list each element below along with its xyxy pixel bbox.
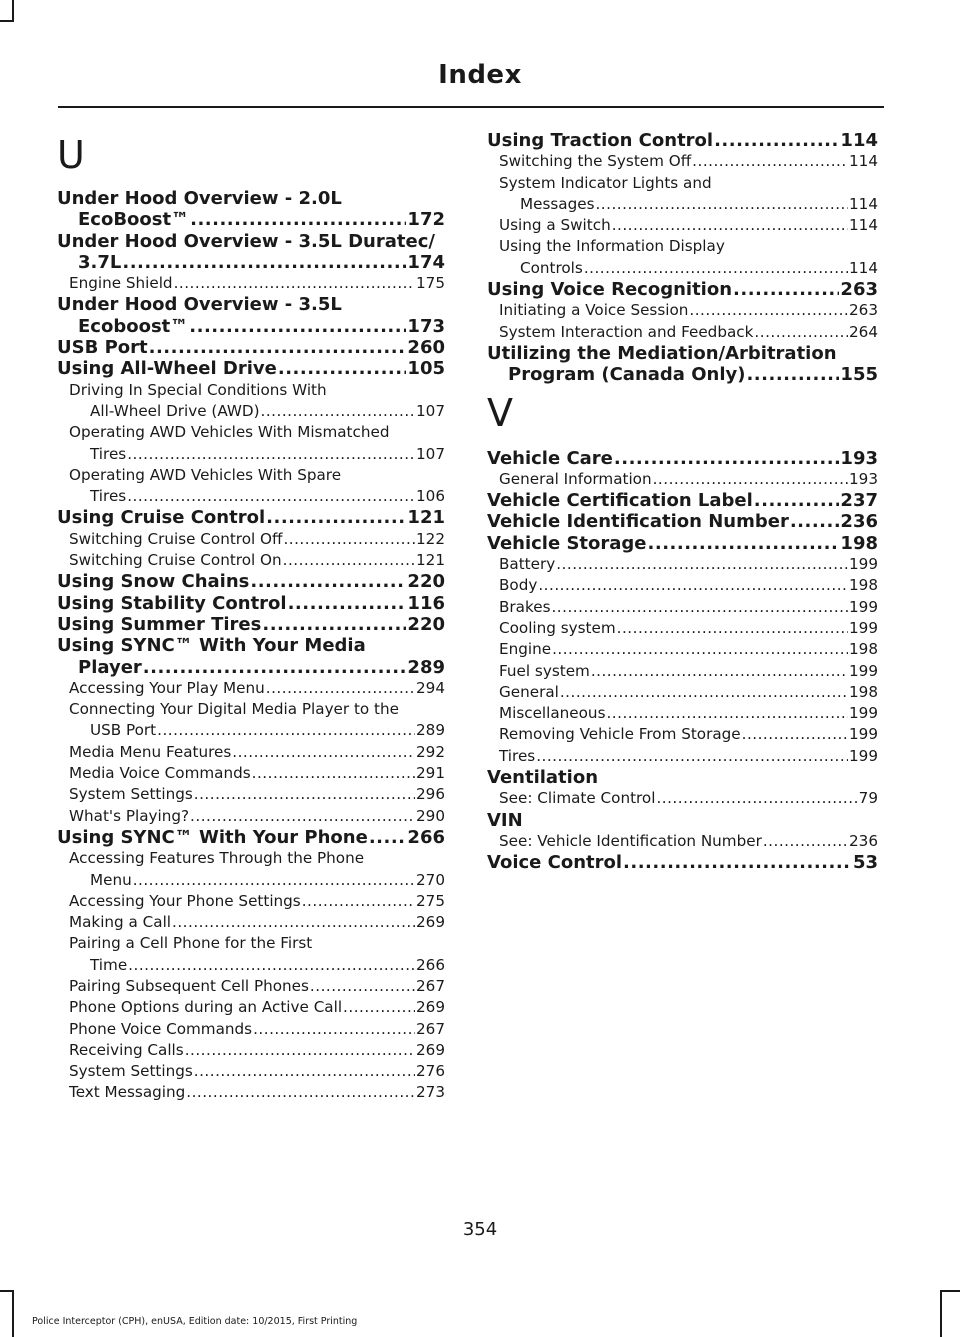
entry-page-number: 114 [849, 152, 878, 171]
index-subentry [57, 806, 445, 827]
dot-leader [742, 724, 848, 745]
entry-text: Under Hood Overview - 2.0L [57, 188, 342, 209]
entry-text: Media Menu Features [69, 742, 232, 761]
dot-leader [612, 215, 848, 236]
index-subentry [57, 699, 445, 742]
dot-leader [714, 130, 839, 151]
index-entry [57, 507, 445, 528]
dot-leader [266, 507, 406, 528]
dot-leader [623, 852, 852, 873]
index-entry [487, 490, 878, 511]
dot-leader [614, 448, 840, 469]
index-subentry [487, 300, 878, 321]
entry-text: Messages [520, 194, 595, 213]
crop-mark [940, 1290, 942, 1337]
dot-leader [252, 763, 415, 784]
entry-page-number: 114 [840, 130, 878, 151]
entry-page-number: 175 [416, 274, 445, 293]
entry-page-number: 114 [849, 258, 878, 277]
index-entry [487, 852, 878, 873]
entry-page-number: 116 [407, 592, 445, 614]
index-subentry [57, 465, 445, 508]
index-entry [57, 337, 445, 358]
index-subentry [57, 1019, 445, 1040]
page-title: Index [438, 60, 522, 90]
dot-leader [253, 1019, 415, 1040]
entry-text: Pairing a Cell Phone for the First [69, 934, 313, 953]
dot-leader [538, 575, 848, 596]
entry-text: See: Vehicle Identification Number [499, 831, 762, 850]
index-subentry [57, 1082, 445, 1103]
index-subentry [57, 678, 445, 699]
dot-leader [190, 209, 406, 230]
entry-page-number: 292 [416, 742, 445, 761]
crop-mark [0, 1290, 14, 1292]
dot-leader [310, 976, 415, 997]
entry-text: Accessing Your Play Menu [69, 678, 265, 697]
dot-leader [266, 678, 415, 699]
index-subentry [487, 703, 878, 724]
entry-page-number: 220 [407, 571, 445, 593]
entry-text: Time [90, 955, 128, 974]
entry-text: Fuel system [499, 661, 590, 680]
index-subentry [487, 554, 878, 575]
dot-leader [595, 194, 848, 215]
entry-text: Miscellaneous [499, 704, 606, 723]
entry-text: Phone Options during an Active Call [69, 998, 343, 1017]
dot-leader [261, 401, 415, 422]
index-subentry [57, 380, 445, 423]
dot-leader [250, 571, 406, 592]
index-subentry [57, 784, 445, 805]
dot-leader [133, 870, 415, 891]
dot-leader [288, 593, 407, 614]
index-subentry [57, 912, 445, 933]
entry-page-number: 107 [416, 444, 445, 463]
index-entry [487, 448, 878, 469]
entry-page-number: 291 [416, 764, 445, 783]
entry-text: Cooling system [499, 618, 616, 637]
entry-page-number: 198 [849, 682, 878, 701]
index-subentry [487, 151, 878, 172]
index-entry [487, 279, 878, 300]
dot-leader [584, 258, 848, 279]
dot-leader [283, 550, 415, 571]
entry-page-number: 199 [849, 704, 878, 723]
entry-text: Program (Canada Only) [508, 364, 746, 386]
entry-text: Engine Shield [69, 274, 173, 293]
dot-leader [560, 682, 848, 703]
entry-page-number: 174 [407, 251, 445, 273]
entry-page-number: 114 [849, 216, 878, 235]
crop-mark [12, 0, 14, 22]
entry-text: Switching Cruise Control Off [69, 529, 283, 548]
entry-text: Switching the System Off [499, 152, 692, 171]
dot-leader [692, 151, 848, 172]
entry-text: Receiving Calls [69, 1040, 184, 1059]
entry-text: Battery [499, 555, 556, 574]
dot-leader [122, 252, 406, 273]
entry-text: VIN [487, 809, 523, 831]
entry-page-number: 53 [852, 852, 878, 874]
dot-leader [283, 529, 415, 550]
entry-text: Using the Information Display [499, 237, 725, 256]
entry-text: Making a Call [69, 913, 172, 932]
index-subentry [57, 742, 445, 763]
entry-page-number: 267 [416, 1019, 445, 1038]
entry-page-number: 198 [849, 640, 878, 659]
index-subentry [487, 831, 878, 852]
section-letter: V [487, 390, 513, 435]
dot-leader [186, 1082, 415, 1103]
index-subentry [57, 550, 445, 571]
footer-edition-info: Police Interceptor (CPH), enUSA, Edition date: 10/2015, First Printing [32, 1316, 358, 1327]
dot-leader [606, 703, 848, 724]
entry-text: Vehicle Storage [487, 532, 647, 554]
index-subentry [487, 236, 878, 279]
entry-page-number: 289 [416, 721, 445, 740]
index-entry [57, 231, 445, 274]
entry-text: Utilizing the Mediation/Arbitration [487, 342, 837, 364]
entry-page-number: 121 [416, 551, 445, 570]
dot-leader [656, 788, 857, 809]
dot-leader [790, 511, 840, 532]
index-subentry [57, 529, 445, 550]
index-entry [487, 511, 878, 532]
entry-text: System Indicator Lights and [499, 173, 712, 192]
entry-text: Controls [520, 258, 583, 277]
entry-text: General Information [499, 469, 652, 488]
dot-leader [157, 720, 415, 741]
entry-text: Using SYNC™ With Your Phone [57, 826, 368, 848]
dot-leader [343, 997, 415, 1018]
index-subentry [57, 848, 445, 891]
dot-leader [128, 955, 415, 976]
dot-leader [194, 1061, 415, 1082]
entry-text: Accessing Features Through the Phone [69, 849, 365, 868]
entry-text: EcoBoost™ [78, 209, 190, 231]
dot-leader [278, 358, 407, 379]
index-subentry [57, 891, 445, 912]
index-column-right [487, 130, 878, 874]
entry-text: Engine [499, 640, 552, 659]
dot-leader [754, 490, 840, 511]
entry-page-number: 276 [416, 1062, 445, 1081]
entry-text: Under Hood Overview - 3.5L [57, 294, 342, 316]
index-subentry [57, 763, 445, 784]
index-subentry [57, 997, 445, 1018]
entry-page-number: 267 [416, 976, 445, 995]
entry-text: Using Summer Tires [57, 613, 262, 635]
entry-text: 3.7L [78, 251, 122, 273]
entry-text: Brakes [499, 597, 551, 616]
entry-text: System Settings [69, 785, 193, 804]
entry-text: Tires [90, 487, 127, 506]
dot-leader [143, 657, 407, 678]
entry-page-number: 290 [416, 806, 445, 825]
dot-leader [763, 831, 848, 852]
entry-page-number: 199 [849, 725, 878, 744]
dot-leader [551, 597, 848, 618]
dot-leader [746, 364, 839, 385]
entry-text: System Interaction and Feedback [499, 322, 754, 341]
entry-text: Using Cruise Control [57, 507, 266, 529]
index-subentry [57, 976, 445, 997]
dot-leader [653, 469, 848, 490]
entry-text: What's Playing? [69, 806, 190, 825]
entry-page-number: 198 [840, 532, 878, 554]
index-subentry [57, 1061, 445, 1082]
entry-text: Removing Vehicle From Storage [499, 725, 741, 744]
entry-text: Pairing Subsequent Cell Phones [69, 976, 309, 995]
dot-leader [194, 784, 415, 805]
index-entry [487, 810, 878, 831]
section-letter: U [57, 133, 85, 177]
dot-leader [185, 1040, 415, 1061]
entry-text: Media Voice Commands [69, 764, 251, 783]
entry-page-number: 79 [858, 789, 878, 808]
dot-leader [127, 486, 415, 507]
dot-leader [189, 316, 406, 337]
entry-page-number: 220 [407, 613, 445, 635]
entry-text: Player [78, 656, 142, 678]
index-entry [487, 130, 878, 151]
entry-page-number: 122 [416, 529, 445, 548]
entry-text: Vehicle Identification Number [487, 511, 789, 533]
index-entry [57, 635, 445, 678]
entry-text: Using SYNC™ With Your Media [57, 635, 366, 657]
entry-page-number: 107 [416, 401, 445, 420]
index-entry [57, 188, 445, 231]
dot-leader [591, 661, 848, 682]
entry-page-number: 199 [849, 597, 878, 616]
entry-page-number: 266 [407, 826, 445, 848]
entry-text: Under Hood Overview - 3.5L Duratec/ [57, 230, 435, 252]
entry-page-number: 173 [407, 315, 445, 337]
entry-text: USB Port [90, 721, 157, 740]
index-subentry [57, 933, 445, 976]
crop-mark [12, 1290, 14, 1337]
dot-leader [552, 639, 848, 660]
entry-text: See: Climate Control [499, 789, 656, 808]
entry-page-number: 193 [849, 469, 878, 488]
index-subentry [487, 173, 878, 216]
index-entry [57, 614, 445, 635]
index-entry [57, 294, 445, 337]
dot-leader [556, 554, 848, 575]
entry-page-number: 275 [416, 891, 445, 910]
index-subentry [487, 618, 878, 639]
entry-text: Voice Control [487, 852, 623, 874]
entry-text: Driving In Special Conditions With [69, 380, 327, 399]
entry-page-number: 236 [849, 831, 878, 850]
dot-leader [536, 746, 848, 767]
entry-list [487, 130, 878, 386]
entry-page-number: 193 [840, 447, 878, 469]
entry-page-number: 172 [407, 209, 445, 231]
index-entry [57, 571, 445, 592]
title-divider [58, 106, 884, 108]
dot-leader [617, 618, 848, 639]
entry-text: Operating AWD Vehicles With Spare [69, 465, 342, 484]
index-entry [57, 593, 445, 614]
dot-leader [127, 444, 415, 465]
index-entry [57, 827, 445, 848]
entry-text: Menu [90, 870, 132, 889]
entry-page-number: 105 [407, 358, 445, 380]
entry-list [487, 448, 878, 874]
entry-page-number: 199 [849, 555, 878, 574]
entry-page-number: 199 [849, 661, 878, 680]
entry-text: USB Port [57, 337, 148, 359]
entry-page-number: 237 [840, 490, 878, 512]
entry-text: Operating AWD Vehicles With Mismatched [69, 423, 390, 442]
entry-text: Using Snow Chains [57, 571, 250, 593]
entry-page-number: 121 [407, 507, 445, 529]
entry-text: Vehicle Certification Label [487, 490, 753, 512]
entry-page-number: 269 [416, 913, 445, 932]
entry-text: Tires [90, 444, 127, 463]
index-subentry [487, 215, 878, 236]
entry-list [57, 188, 445, 1104]
entry-text: General [499, 682, 559, 701]
entry-text: Using a Switch [499, 216, 611, 235]
index-subentry [487, 682, 878, 703]
index-subentry [487, 788, 878, 809]
entry-page-number: 198 [849, 576, 878, 595]
entry-page-number: 199 [849, 618, 878, 637]
entry-text: Ventilation [487, 767, 599, 789]
entry-page-number: 155 [840, 364, 878, 386]
entry-page-number: 296 [416, 785, 445, 804]
dot-leader [689, 300, 848, 321]
index-entry [487, 343, 878, 386]
entry-text: Accessing Your Phone Settings [69, 891, 301, 910]
entry-page-number: 269 [416, 1040, 445, 1059]
index-subentry [57, 1040, 445, 1061]
index-subentry [487, 322, 878, 343]
entry-text: Using Voice Recognition [487, 279, 733, 301]
entry-text: Body [499, 576, 538, 595]
index-entry [57, 358, 445, 379]
dot-leader [172, 912, 415, 933]
index-column-left [57, 130, 445, 1104]
entry-text: Ecoboost™ [78, 315, 189, 337]
entry-text: Text Messaging [69, 1083, 186, 1102]
index-subentry [487, 597, 878, 618]
entry-page-number: 269 [416, 998, 445, 1017]
entry-text: Using Stability Control [57, 592, 287, 614]
entry-page-number: 199 [849, 746, 878, 765]
dot-leader [149, 337, 407, 358]
index-entry [487, 767, 878, 788]
entry-page-number: 294 [416, 678, 445, 697]
entry-text: All-Wheel Drive (AWD) [90, 401, 260, 420]
dot-leader [174, 273, 415, 294]
dot-leader [369, 827, 407, 848]
entry-page-number: 236 [840, 511, 878, 533]
dot-leader [733, 279, 839, 300]
entry-text: Using All-Wheel Drive [57, 358, 277, 380]
entry-page-number: 106 [416, 487, 445, 506]
entry-page-number: 264 [849, 322, 878, 341]
entry-page-number: 270 [416, 870, 445, 889]
dot-leader [648, 533, 840, 554]
entry-page-number: 114 [849, 194, 878, 213]
entry-text: Using Traction Control [487, 130, 714, 151]
index-subentry [487, 724, 878, 745]
entry-text: System Settings [69, 1062, 193, 1081]
entry-page-number: 273 [416, 1083, 445, 1102]
dot-leader [190, 806, 415, 827]
index-subentry [487, 746, 878, 767]
entry-text: Phone Voice Commands [69, 1019, 253, 1038]
entry-text: Connecting Your Digital Media Player to the [69, 700, 399, 719]
crop-mark [0, 20, 14, 22]
index-subentry [487, 469, 878, 490]
entry-page-number: 263 [840, 279, 878, 301]
entry-text: Switching Cruise Control On [69, 551, 282, 570]
index-subentry [487, 661, 878, 682]
entry-text: Vehicle Care [487, 447, 613, 469]
index-subentry [487, 575, 878, 596]
index-subentry [57, 422, 445, 465]
index-subentry [487, 639, 878, 660]
entry-page-number: 263 [849, 301, 878, 320]
entry-page-number: 289 [407, 656, 445, 678]
dot-leader [754, 322, 848, 343]
dot-leader [302, 891, 415, 912]
crop-mark [940, 1290, 960, 1292]
index-entry [487, 533, 878, 554]
index-subentry [57, 273, 445, 294]
page-number: 354 [462, 1219, 498, 1240]
entry-text: Tires [499, 746, 536, 765]
dot-leader [232, 742, 415, 763]
entry-text: Initiating a Voice Session [499, 301, 689, 320]
entry-page-number: 260 [407, 337, 445, 359]
dot-leader [262, 614, 406, 635]
entry-page-number: 266 [416, 955, 445, 974]
